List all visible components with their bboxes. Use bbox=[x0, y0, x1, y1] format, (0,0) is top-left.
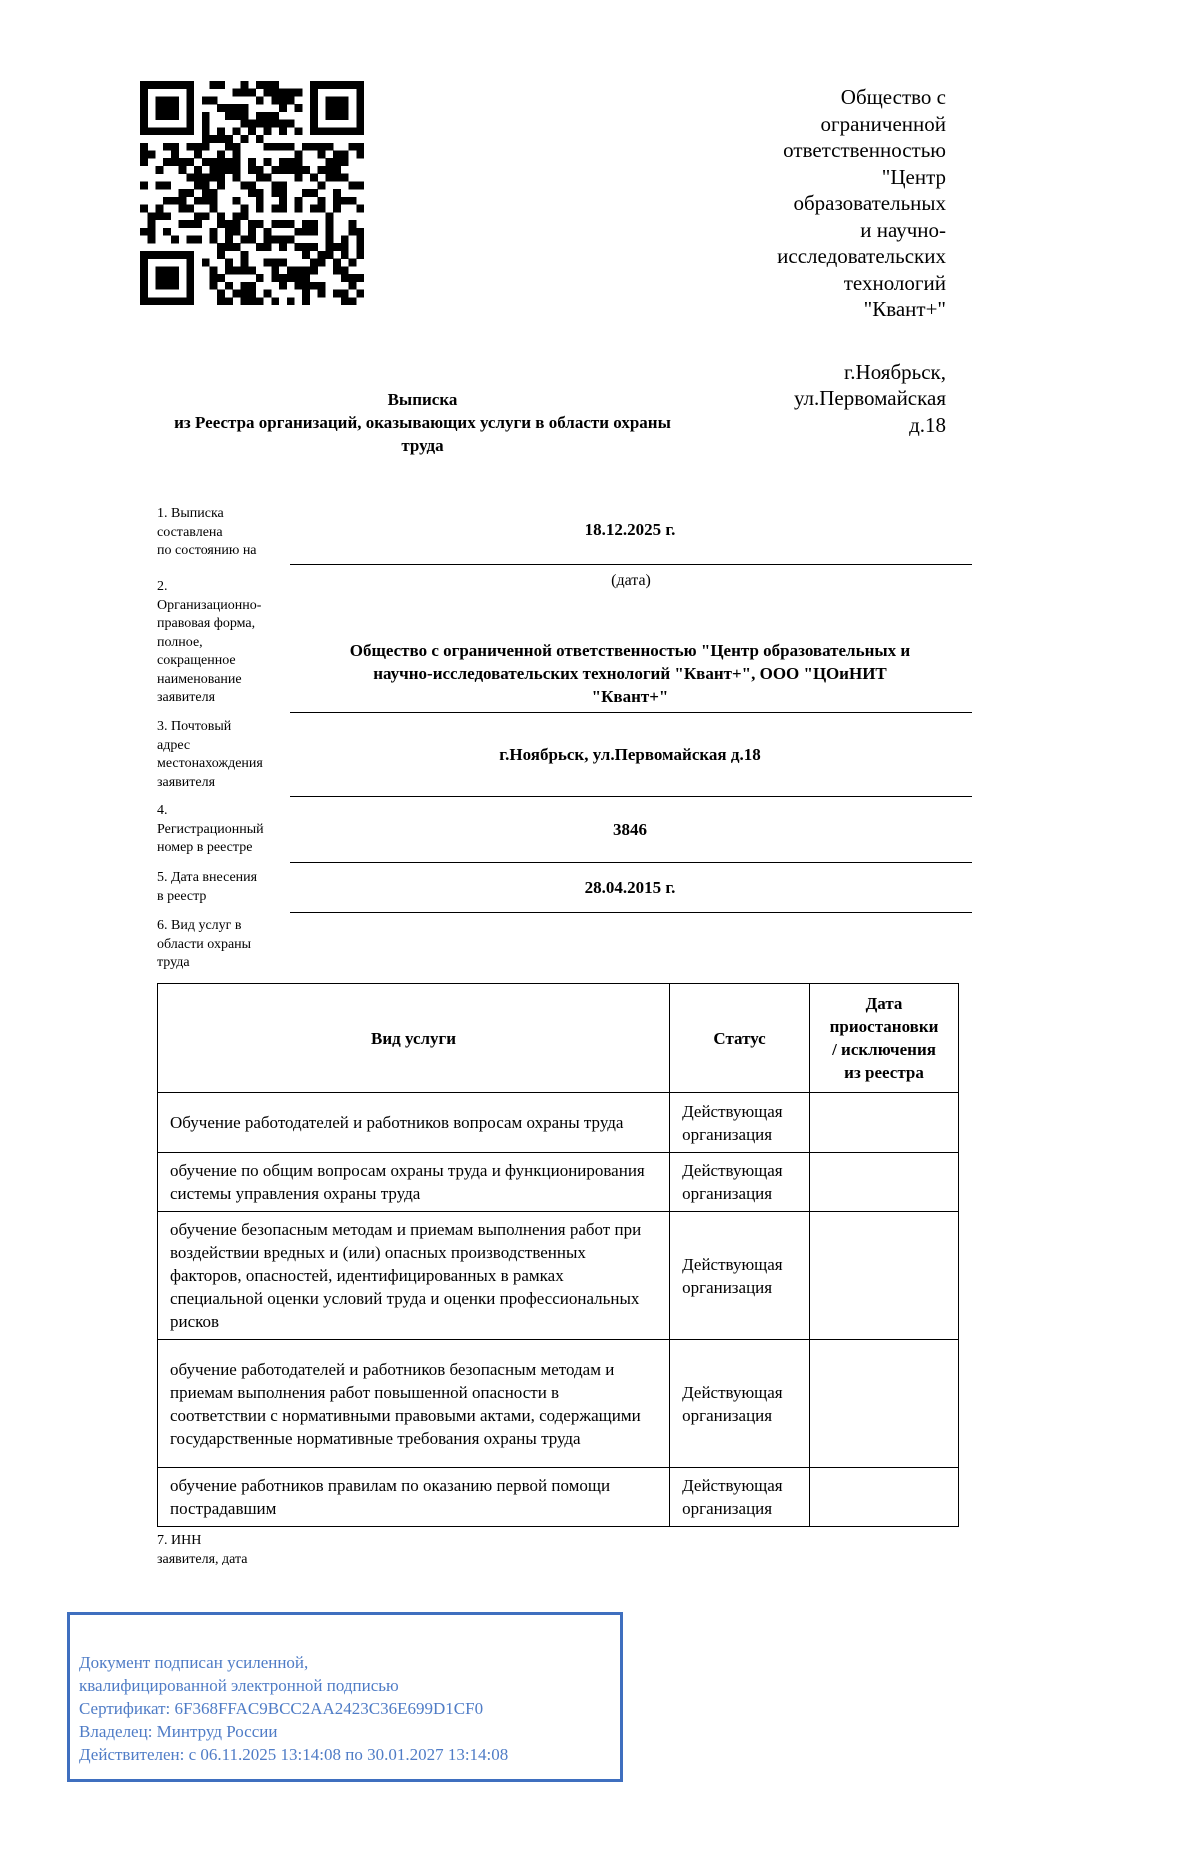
service-cell: обучение безопасным методам и приемам выполнения работ при воздействии вредных и (или) опасных производственных факторов, опасностей, идентифицированных в рамках специальной оценки условий труда и оценки профессиональных рисков bbox=[158, 1212, 670, 1340]
service-cell: обучение работодателей и работников безопасным методам и приемам выполнения работ повышенной опасности в соответствии с нормативными правовыми актами, содержащими государственные нормативные требования охраны труда bbox=[158, 1340, 670, 1468]
table-row bbox=[158, 1093, 959, 1153]
postal-address: г.Ноябрьск, ул.Первомайская д.18 bbox=[499, 745, 761, 764]
table-header-row bbox=[158, 984, 959, 1093]
status-cell: Действующая организация bbox=[670, 1093, 810, 1153]
signature-stamp: Документ подписан усиленной, квалифицированной электронной подписью Сертификат: 6F368FFAC9BCC2AA2423C36E699D1CF0 Владелец: Минтруд России Действителен: с 06.11.2025 13:14:08 по 30.01.2027 13:14:08 bbox=[67, 1612, 623, 1782]
table-row bbox=[158, 1468, 959, 1527]
recipient-address: г.Ноябрьск, ул.Первомайская д.18 bbox=[793, 359, 946, 437]
field-7-label: 7. ИНН заявителя, дата bbox=[157, 1533, 248, 1565]
column-header-status: Статус bbox=[670, 984, 810, 1093]
document-title: Выписка из Реестра организаций, оказывающих услуги в области охраны труда bbox=[174, 390, 671, 455]
statement-date: 18.12.2025 г. bbox=[584, 520, 676, 539]
organization-name: Общество с ограниченной ответственностью "Центр образовательных и научно-исследовательских технологий "Квант+", ООО "ЦОиНИТ "Квант+" bbox=[349, 641, 911, 706]
field-5-label: 5. Дата внесения в реестр bbox=[157, 870, 258, 904]
date-cell bbox=[810, 1340, 959, 1468]
certificate-validity: Действителен: с 06.11.2025 13:14:08 по 30.01.2027 13:14:08 bbox=[79, 1745, 509, 1764]
field-4-rule bbox=[290, 862, 972, 863]
table-row bbox=[158, 1153, 959, 1212]
field-3-rule bbox=[290, 796, 972, 797]
field-4-label: 4. Регистрационный номер в реестре bbox=[157, 803, 264, 855]
table-row bbox=[158, 1212, 959, 1340]
recipient-name: Общество с ограниченной ответственностью "Центр образовательных и научно- исследовательских технологий "Квант+" bbox=[777, 85, 946, 321]
certificate-owner: Владелец: Минтруд России bbox=[79, 1722, 278, 1741]
column-header-date: Дата приостановки / исключения из реестра bbox=[810, 984, 959, 1093]
date-hint: (дата) bbox=[611, 572, 651, 589]
table-row bbox=[158, 1340, 959, 1468]
field-6-label: 6. Вид услуг в области охраны труда bbox=[157, 918, 252, 970]
service-cell: Обучение работодателей и работников вопросам охраны труда bbox=[158, 1093, 670, 1153]
registry-entry-date: 28.04.2015 г. bbox=[584, 878, 676, 897]
field-1-rule bbox=[290, 564, 972, 565]
column-header-service: Вид услуги bbox=[158, 984, 670, 1093]
status-cell: Действующая организация bbox=[670, 1468, 810, 1527]
qr-code bbox=[140, 81, 364, 305]
field-1-label: 1. Выписка составлена по состоянию на bbox=[157, 506, 257, 558]
field-3-label: 3. Почтовый адрес местонахождения заявителя bbox=[157, 719, 263, 790]
status-cell: Действующая организация bbox=[670, 1340, 810, 1468]
registration-number: 3846 bbox=[613, 820, 647, 839]
service-cell: обучение работников правилам по оказанию первой помощи пострадавшим bbox=[158, 1468, 670, 1527]
date-cell bbox=[810, 1212, 959, 1340]
date-cell bbox=[810, 1153, 959, 1212]
service-cell: обучение по общим вопросам охраны труда и функционирования системы управления охраны труда bbox=[158, 1153, 670, 1212]
services-table bbox=[157, 983, 959, 1527]
status-cell: Действующая организация bbox=[670, 1212, 810, 1340]
date-cell bbox=[810, 1468, 959, 1527]
date-cell bbox=[810, 1093, 959, 1153]
certificate-number: Сертификат: 6F368FFAC9BCC2AA2423C36E699D1CF0 bbox=[79, 1699, 484, 1718]
field-2-rule bbox=[290, 712, 972, 713]
recipient-block bbox=[686, 84, 946, 438]
field-2-label: 2. Организационно- правовая форма, полное, сокращенное наименование заявителя bbox=[157, 579, 262, 705]
status-cell: Действующая организация bbox=[670, 1153, 810, 1212]
field-5-rule bbox=[290, 912, 972, 913]
